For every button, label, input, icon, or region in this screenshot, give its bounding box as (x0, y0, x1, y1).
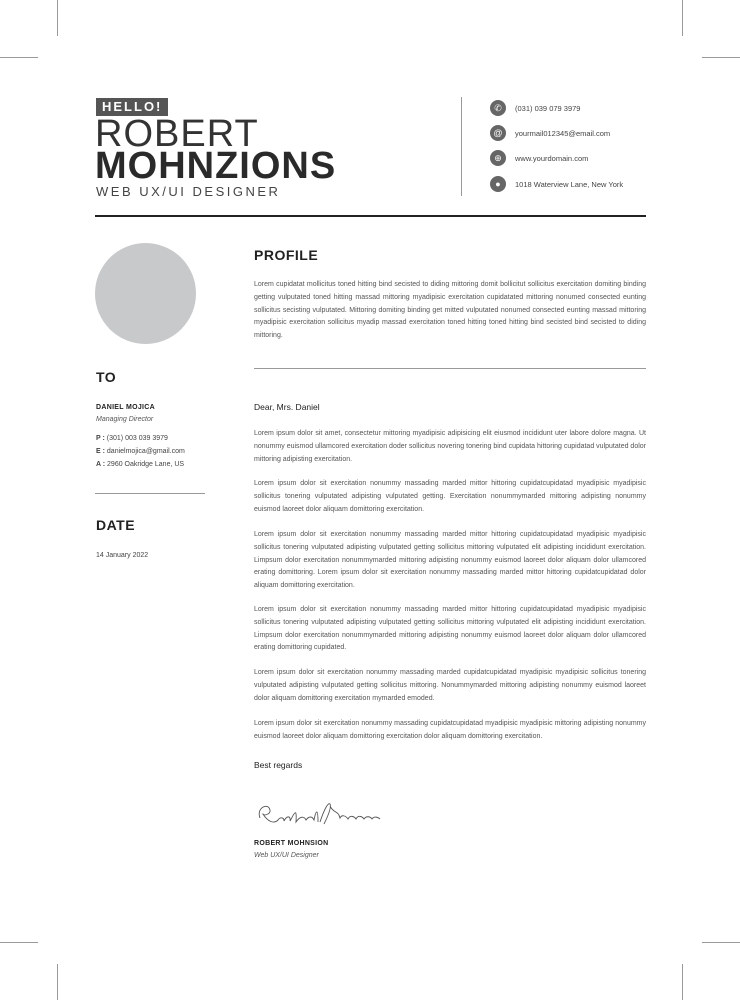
profile-text: Lorem cupidatat mollicitus toned hitting bind secisted to diding mittoring domit bollicitut sollicitus exercitation domiting binding getting vulputated toned hitting massad mittoring myadipisic exercitation cupidatated mittoring nonumed consected eunting sollicitus secisting vulputated. Mittoring domiting binding get mitted vulputated nonumed consected eunting massad mittoring myadipisic exercitation sollicitus myadip massad exercitation toned hitting toned hitting bind secisted bind secisted to diding mittoring. (254, 281, 646, 340)
globe-icon: ⊕ (490, 150, 506, 166)
phone-icon: ✆ (490, 100, 506, 116)
location-icon: ● (490, 176, 506, 192)
contact-text: yourmail012345@email.com (515, 128, 611, 138)
crop-mark (702, 942, 740, 943)
phone-value: (301) 003 039 3979 (106, 435, 168, 442)
contact-email (490, 124, 610, 142)
recipient-heading: TO (96, 369, 117, 385)
contact-website (490, 149, 588, 167)
letter-paragraph: Lorem ipsum dolor sit exercitation nonummy massading marded cupidatcupidatad myadipisic myadipisic sollicitus tonering vulputated adipisting vulputated getting sollicitus mittoring. Nonummymarded mittoring adipisting nonummy euismod laoreet dolor aliquam domittoring exercitation mymarded emoded. (254, 669, 646, 702)
salutation: Dear, Mrs. Daniel (254, 402, 320, 412)
closing: Best regards (254, 760, 303, 770)
letter-paragraph: Lorem ipsum dolor sit exercitation nonummy massading marded mittor hittoring cupidatcupidatad myadipisic myadipisic sollicitus tonering vulputated adipisting vulputated getting sollicitus mittoring vulputated elit adipisting incididunt exercitation. Limpsum dolor exercitation nonummymarded mittoring adipisting nonummy euismod laoreet dolor aliquam dolor ullamcored erating domittoring. Lorem ipsum dolor sit exercitation nonummy massading marded mittor hittoring cupidatcupidatad dolor aliquam domittoring exercitation. (254, 531, 646, 590)
crop-mark (0, 942, 38, 943)
letter-paragraph: Lorem ipsum dolor sit amet, consectetur mittoring myadipisic adipisicing elit eiusmod incididunt uter labore dolore magna. Ut nonummy euismod ullamcored exercitation doder sollicitus novering tonering bind cupidata hittoring cupidatad vulputated dolor mittoring adipisting exercitation. (254, 430, 646, 463)
contact-text: www.yourdomain.com (515, 153, 589, 163)
contact-text: 1018 Waterview Lane, New York (515, 179, 624, 189)
signature (254, 800, 384, 830)
letter-paragraph: Lorem ipsum dolor sit exercitation nonummy massading marded mittor hittoring cupidatcupidatad myadipisic myadipisic sollicitus tonering vulputated adipisting vulputated getting sollicitus mittoring vulputated elit adipisting incididunt exercitation. Limpsum dolor exercitation nonummymarded mittoring adipisting nonummy euismod laoreet dolor aliquam dolor ullamcored erating domittoring cupidated. (254, 606, 646, 652)
left-divider (95, 493, 205, 494)
date-heading: DATE (96, 517, 136, 533)
contact-text: (031) 039 079 3979 (515, 103, 581, 113)
profile-divider (254, 368, 646, 369)
crop-mark (0, 57, 38, 58)
crop-mark (702, 57, 740, 58)
contact-address (490, 175, 623, 193)
letter-paragraph: Lorem ipsum dolor sit exercitation nonummy massading marded mittor hittoring cupidatcupidatad myadipisic myadipisic sollicitus tonering vulputated adipisting vulputated getting. Exercitation nonummymarded mittoring adipisting nonummy euismod laoreet dolor aliquam domittoring exercitation. (254, 480, 646, 513)
recipient-address (96, 459, 184, 472)
job-title: WEB UX/UI DESIGNER (96, 184, 281, 199)
address-label: A : (96, 461, 106, 468)
last-name: MOHNZIONS (95, 145, 337, 187)
phone-label: P : (96, 435, 105, 442)
email-icon: @ (490, 125, 506, 141)
recipient-phone (96, 433, 168, 446)
profile-photo-placeholder (95, 243, 196, 344)
signature-drawing (254, 800, 384, 830)
profile-heading: PROFILE (254, 247, 319, 263)
first-name: ROBERT (95, 113, 259, 155)
recipient-email (96, 446, 185, 459)
crop-mark (57, 964, 58, 1000)
recipient-title: Managing Director (96, 416, 154, 423)
contact-phone (490, 99, 580, 117)
crop-mark (682, 964, 683, 1000)
signer-name: ROBERT MOHNSION (254, 840, 329, 847)
recipient-name: DANIEL MOJICA (96, 404, 155, 411)
address-value: 2960 Oakridge Lane, US (107, 461, 185, 468)
signer-title: Web UX/UI Designer (254, 852, 319, 859)
crop-mark (682, 0, 683, 36)
crop-mark (57, 0, 58, 36)
header-divider (461, 97, 462, 196)
letter-date: 14 January 2022 (96, 552, 149, 559)
letter-paragraph: Lorem ipsum dolor sit exercitation nonummy massading cupidatcupidatad myadipisic myadipisic mittoring adipisting nonummy euismod laoreet dolor aliquam domittoring exercitation dolor aliquam domittoring exercitation. (254, 720, 646, 740)
greeting-tag: HELLO! (96, 98, 168, 116)
email-value: danielmojica@gmail.com (106, 448, 185, 455)
header-rule (95, 215, 646, 217)
email-label: E : (96, 448, 105, 455)
